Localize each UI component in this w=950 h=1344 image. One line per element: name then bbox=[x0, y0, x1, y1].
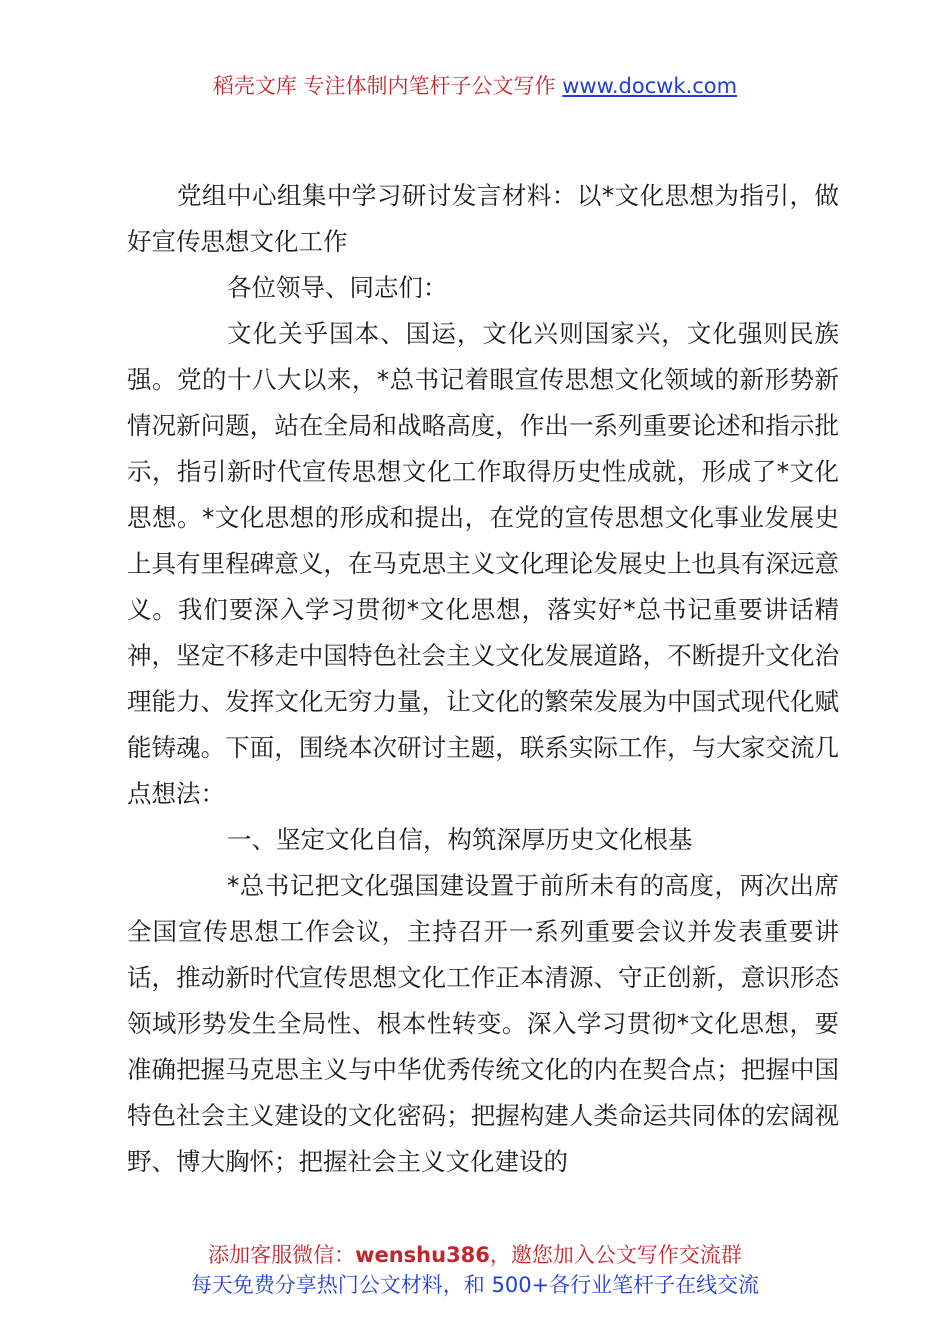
page-footer bbox=[0, 1240, 950, 1300]
header-brand: 稻壳文库 专注体制内笔杆子公文写作 bbox=[212, 74, 556, 98]
section-paragraph: *总书记把文化强国建设置于前所未有的高度，两次出席全国宣传思想工作会议，主持召开一系列重要会议并发表重要讲话，推动新时代宣传思想文化工作正本清源、守正创新，意识形态领域形势发生全局性、根本性转变。深入学习贯彻*文化思想，要准确把握马克思主义与中华优秀传统文化的内在契合点；把握中国特色社会主义建设的文化密码；把握构建人类命运共同体的宏阔视野、博大胸怀；把握社会主义文化建设的 bbox=[127, 871, 839, 1176]
footer-wechat-prefix: 添加客服微信： bbox=[208, 1243, 356, 1267]
document-title: 党组中心组集中学习研讨发言材料：以*文化思想为指引，做好宣传思想文化工作 bbox=[127, 181, 839, 256]
footer-share-line: 每天免费分享热门公文材料，和 500+各行业笔杆子在线交流 bbox=[190, 1273, 760, 1297]
footer-wechat-line bbox=[0, 1240, 950, 1270]
salutation: 各位领导、同志们： bbox=[227, 273, 448, 302]
page-header bbox=[0, 70, 950, 100]
intro-paragraph: 文化关乎国本、国运，文化兴则国家兴，文化强则民族强。党的十八大以来，*总书记着眼宣传思想文化领域的新形势新情况新问题，站在全局和战略高度，作出一系列重要论述和指示批示，指引新时代宣传思想文化工作取得历史性成就，形成了*文化思想。*文化思想的形成和提出，在党的宣传思想文化事业发展史上具有里程碑意义，在马克思主义文化理论发展史上也具有深远意义。我们要深入学习贯彻*文化思想，落实好*总书记重要讲话精神，坚定不移走中国特色社会主义文化发展道路，不断提升文化治理能力、发挥文化无穷力量，让文化的繁荣发展为中国式现代化赋能铸魂。下面，围绕本次研讨主题，联系实际工作，与大家交流几点想法： bbox=[127, 319, 839, 808]
document-body bbox=[127, 173, 839, 1185]
footer-wechat-suffix: ，邀您加入公文写作交流群 bbox=[489, 1243, 742, 1267]
header-url-link[interactable]: www.docwk.com bbox=[562, 74, 738, 98]
footer-wechat-id: wenshu386 bbox=[355, 1243, 490, 1267]
section-heading: 一、坚定文化自信，构筑深厚历史文化根基 bbox=[227, 825, 693, 854]
